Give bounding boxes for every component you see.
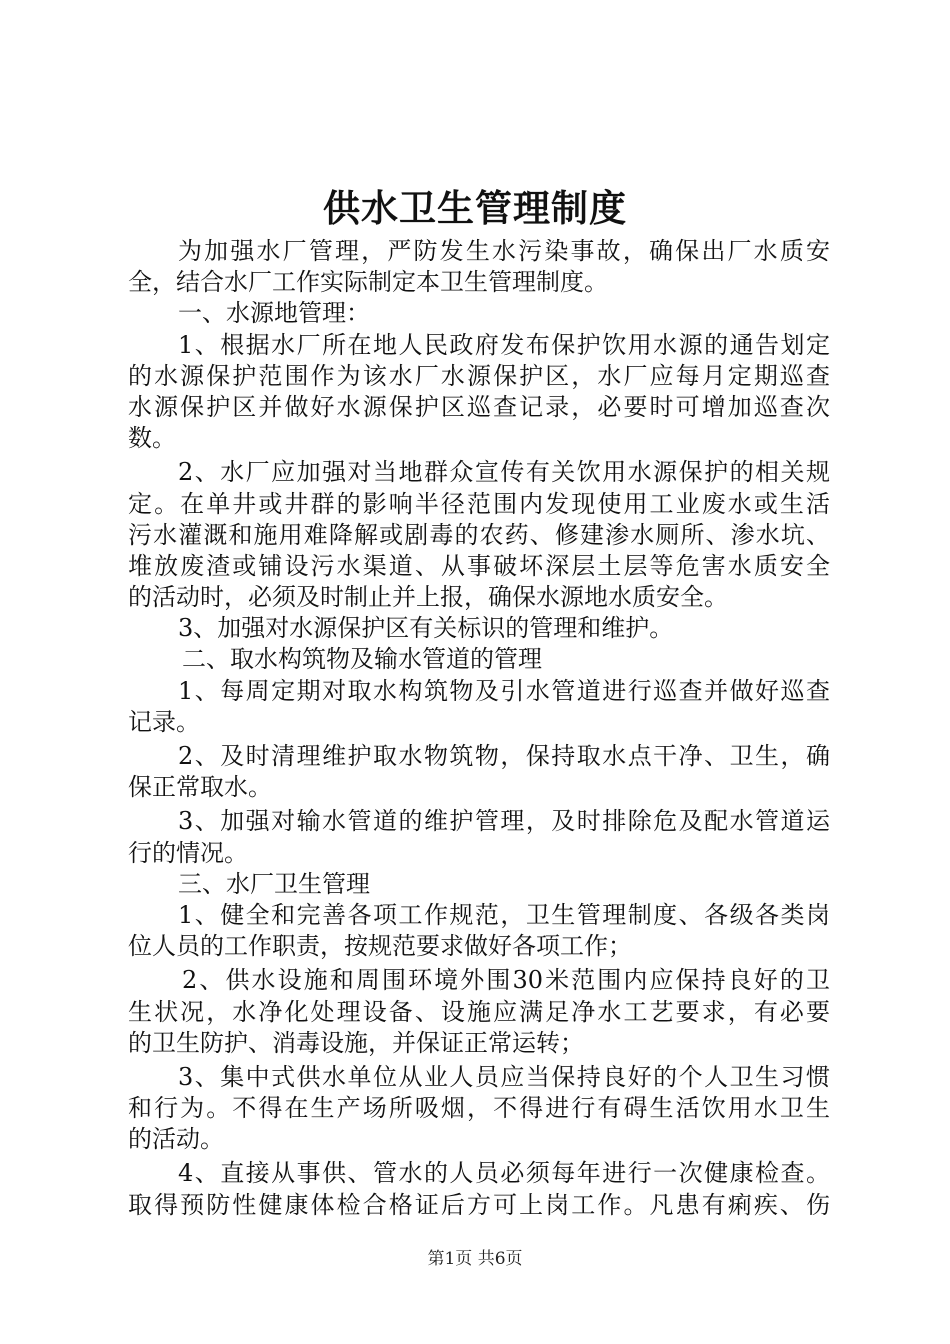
body-line: 保正常取水。 xyxy=(128,773,272,802)
body-line: 的水源保护范围作为该水厂水源保护区，水厂应每月定期巡查 xyxy=(128,361,830,390)
body-line: 生状况，水净化处理设备、设施应满足净水工艺要求，有必要 xyxy=(128,997,830,1026)
body-line: 的卫生防护、消毒设施，并保证正常运转； xyxy=(128,1028,584,1057)
body-line: 2、水厂应加强对当地群众宣传有关饮用水源保护的相关规 xyxy=(178,458,830,487)
body-line: 的活动。 xyxy=(128,1125,224,1154)
body-line: 记录。 xyxy=(128,707,200,736)
body-line: 为加强水厂管理，严防发生水污染事故，确保出厂水质安 xyxy=(178,237,830,265)
section-heading: 二、取水构筑物及输水管道的管理 xyxy=(182,645,542,674)
body-line: 3、加强对输水管道的维护管理，及时排除危及配水管道运 xyxy=(178,807,830,836)
body-line: 行的情况。 xyxy=(128,838,248,867)
body-line: 3、加强对水源保护区有关标识的管理和维护。 xyxy=(178,614,674,643)
body-line: 定。在单井或井群的影响半径范围内发现使用工业废水或生活 xyxy=(128,489,830,518)
body-line: 和行为。不得在生产场所吸烟，不得进行有碍生活饮用水卫生 xyxy=(128,1094,830,1123)
page-footer: 第1页 共6页 xyxy=(427,1249,523,1269)
body-line: 堆放废渣或铺设污水渠道、从事破坏深层土层等危害水质安全 xyxy=(128,551,830,580)
body-line: 污水灌溉和施用难降解或剧毒的农药、修建渗水厕所、渗水坑、 xyxy=(128,520,830,549)
body-line: 数。 xyxy=(128,424,176,453)
body-line: 3、集中式供水单位从业人员应当保持良好的个人卫生习惯 xyxy=(178,1062,830,1091)
body-line: 水源保护区并做好水源保护区巡查记录，必要时可增加巡查次 xyxy=(128,392,830,421)
body-line: 全，结合水厂工作实际制定本卫生管理制度。 xyxy=(128,268,608,297)
body-line: 2、供水设施和周围环境外围30米范围内应保持良好的卫 xyxy=(182,966,830,995)
body-line: 1、每周定期对取水构筑物及引水管道进行巡查并做好巡查 xyxy=(178,676,830,705)
document-body xyxy=(128,236,830,1221)
section-heading: 一、水源地管理： xyxy=(178,299,370,328)
section-heading: 三、水厂卫生管理 xyxy=(178,869,370,898)
document-title: 供水卫生管理制度 xyxy=(323,186,627,230)
body-line: 4、直接从事供、管水的人员必须每年进行一次健康检查。 xyxy=(178,1159,830,1188)
body-line: 位人员的工作职责，按规范要求做好各项工作； xyxy=(128,932,632,961)
body-line: 1、根据水厂所在地人民政府发布保护饮用水源的通告划定 xyxy=(178,330,830,359)
body-line: 2、及时清理维护取水物筑物，保持取水点干净、卫生，确 xyxy=(178,742,830,770)
body-line: 取得预防性健康体检合格证后方可上岗工作。凡患有痢疾、伤 xyxy=(128,1190,830,1219)
body-line: 的活动时，必须及时制止并上报，确保水源地水质安全。 xyxy=(128,583,728,612)
body-line: 1、健全和完善各项工作规范，卫生管理制度、各级各类岗 xyxy=(178,900,830,929)
